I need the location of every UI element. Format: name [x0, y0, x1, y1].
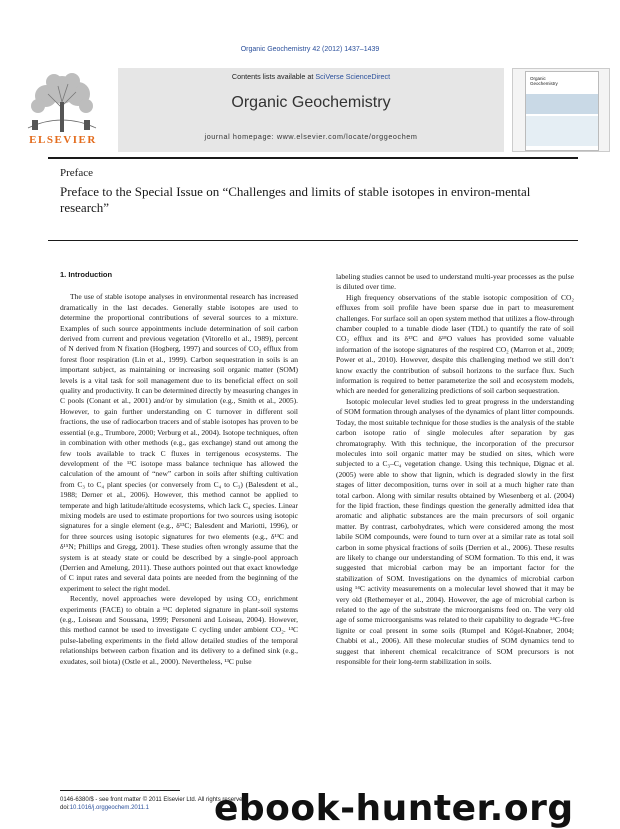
journal-banner: [118, 68, 504, 152]
journal-cover[interactable]: [512, 68, 610, 152]
footer-rule: [60, 790, 180, 791]
cover-band-lower: [526, 116, 598, 146]
journal-title: Organic Geochemistry: [231, 94, 391, 111]
section-heading: 1. Introduction: [60, 270, 113, 279]
body-paragraph: Isotopic molecular level studies led to great progress in the understanding of SOM formation through analyses of the dynamics of plant litter compounds. Today, the most suitable technique for those studies is the analysis of the stable carbon isotope ratio of single molecules after separation by gas chromatography. With this technique, the incorporation of the precursor molecules into soil organic matter may be studied on sites, which were subjected to a C₃–C₄ vegetation change. Using this technique, Dignac et al. (2005) were able to show that lignin, which is degraded slowly in the first stages of litter decomposition, turns over in soil at a much higher rate than total carbon. Along with similar results obtained by Wiesenberg et al. (2004) for the lipid fraction, these findings question the generally admitted idea that aromatic and aliphatic substances are the main precursors of soil organic matter. By contrast, carbohydrates, which were considered among the most labile SOM compounds, were found to turn over at a similar rate as total soil carbon in some physical fractions of soils (Derrien et al., 2006). These results are likely to change our understanding of SOM formation. To this end, it was suggested that microbial carbon may be an important factor for the stabilization of SOM. Investigations on the dynamics of microbial carbon using ¹⁴C activity measurements on a molecular level showed that it may be very old (Rethemeyer et al., 2004). However, the age of microbial carbon is related to the age of the substrate the microorganisms feed on. The very old age of some microorganisms was related to their capability to degrade ¹⁴C-free lignite or coal present in some soils (Rumpel and Kögel-Knabner, 2004; Chabbi et al., 2006). All these molecular studies of SOM dynamics tend to suggest that inherent chemical recalcitrance of SOM precursors is not responsible for their long-term stabilization in soils.: [336, 396, 574, 667]
masthead: [10, 68, 610, 158]
journal-homepage: [118, 132, 504, 141]
copyright-line: 0146-6380/$ - see front matter © 2011 Elsevier Ltd. All rights reserved.: [60, 797, 248, 803]
cover-band: [526, 94, 598, 114]
body-paragraph: labeling studies cannot be used to understand multi-year processes as the pulse is diluted over time.: [336, 272, 574, 292]
header-rule-thick: [48, 157, 578, 159]
homepage-link[interactable]: www.elsevier.com/locate/orggeochem: [276, 132, 418, 141]
watermark-text: ebook-hunter.org: [214, 788, 574, 829]
cover-title: Organic Geochemistry: [530, 76, 558, 86]
left-column: [60, 270, 298, 667]
body-paragraph: Recently, novel approaches were developed by using CO₂ enrichment experiments (FACE) to obtain a ¹³C depleted signature in plant-soil systems (e.g., Loiseau and Soussana, 1999; Personeni and Loiseau, 2004). However, this method cannot be used to investigate C cycling under ambient CO₂. ¹³C pulse-labeling experiments in the field allow detailed studies of the temporal relationships between carbon fixation and its delivery to a defined sink (e.g., exudates, soil biota) (Ostle et al., 2000). Nevertheless, ¹³C pulse: [60, 594, 298, 666]
doi-prefix: doi:: [60, 805, 70, 811]
cover-thumbnail: [525, 71, 599, 151]
article-title: Preface to the Special Issue on “Challenges and limits of stable isotopes in environ-mental research”: [60, 184, 531, 215]
publisher-logo[interactable]: [10, 68, 115, 152]
journal-reference[interactable]: Organic Geochemistry 42 (2012) 1437–1439: [240, 46, 380, 53]
doi-link[interactable]: 10.1016/j.orggeochem.2011.1: [69, 805, 149, 811]
right-column: [336, 272, 574, 667]
section-type: Preface: [60, 167, 93, 179]
tree-icon: [18, 72, 106, 134]
sciencedirect-link[interactable]: SciVerse ScienceDirect: [315, 72, 391, 81]
body-paragraph: High frequency observations of the stable isotopic composition of CO₂ effluxes from soil profile have been sparse due in part to measurement challenges. For surface soil an open system method that utilizes a flow-through chamber coupled to a tunable diode laser (TDL) to quantify the rate of soil CO₂ efflux and its δ¹³C and δ¹⁸O values has provided some valuable information of the isotope signatures of the respired CO₂ (Marron et al., 2009; Power et al., 2010). However, despite this challenging method we still don’t know exactly the contribution of subsoil horizons to the surface flux. Such information is required to better parameterize the soil and ecosystem models, which are needed for generalizing predictions of soil carbon sequestration.: [336, 292, 574, 396]
body-paragraph: The use of stable isotope analyses in environmental research has increased dramatically in the last decades. Generally stable isotopes are used to determine the proportional contributions of several sources to a mixture. Examples of such source appointments include determination of soil carbon derived from current and previous vegetation (Vitorello et al., 1989), percent of N derived from N fixation (Hogberg, 1997) and sources of CO₂ efflux from forest floor respiration (Lin et al., 1999). Carbon sequestration in soils is an important subject, as maintaining or increasing soil organic matter (SOM) levels is a vital task for soil management due to its beneficial effect on soil quality and productivity. It can be determined directly by measuring changes in C pools (Conant et al., 2001) and/or by simulation (e.g., Smith et al., 2005). However, to gain further understanding on C turnover in different soil fractions, the use of radiocarbon tracers and of stable isotopes has proven to be essential (e.g., Trumbore, 2000; Verburg et al., 2004). Isotope techniques, often in combination with other methods (e.g., gas exchange) stand out among the few tools available to track C fluxes in terrigenous ecosystems. The development of the ¹³C isotope mass balance technique has allowed the calculation of the amount of “new” carbon in soils after shifting cultivation from C₃ to C₄ plant species (or conversely from C₄ to C₃) (Balesdent et al., 1988; Derner et al., 2006). However, this method cannot be applied to temperate and high latitude/altitude ecosystems, which lack C₄ species. Linear mixing models are used to estimate proportions for two sources using isotopic signatures for a single element (e.g., δ¹³C; Balesdent and Mariotti, 1996), or for three sources using isotopic signatures for two elements (e.g., δ¹³C and δ¹⁵N; Phillips and Gregg, 2001). These studies often wrongly assume that the system is at steady state or could be described by a single-pool approach (Derrien and Amelung, 2011). These authors pointed out that exact knowledge of C input rates and several data points are needed from the beginning of the experiment to select the right model.: [60, 292, 298, 593]
title-rule: [48, 240, 578, 241]
contents-prefix: Contents lists available at: [231, 72, 316, 81]
homepage-prefix: journal homepage:: [204, 132, 277, 141]
contents-line: [118, 72, 504, 81]
publisher-name: ELSEVIER: [29, 134, 97, 146]
